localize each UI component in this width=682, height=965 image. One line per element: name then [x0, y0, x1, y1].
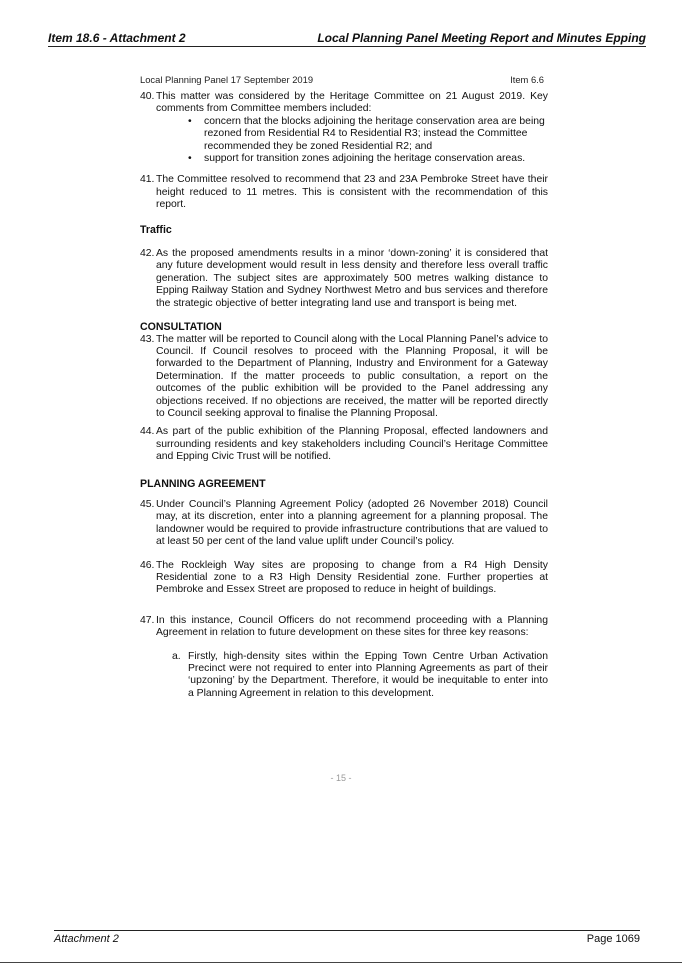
page-bottom-divider: [0, 962, 682, 963]
page-footer: [54, 930, 640, 945]
footer-page-label: Page 1069: [586, 933, 640, 945]
meta-panel-date: Local Planning Panel 17 September 2019: [140, 74, 314, 85]
paragraph-text: The matter will be reported to Council along with the Local Planning Panel’s advice to Council. If Council resolves to proceed with the Planning Proposal, it will be forwarded to the Department of Planning, Industry and Environment for a Gateway Determination. If the matter proceeds to public consultation, a report on the outcomes of the public exhibition will be provided to the Panel addressing any objections received. If no objections are received, the matter will be reported directly to Council seeking approval to finalise the Planning Proposal.: [156, 333, 548, 419]
sub-item-text: Firstly, high-density sites within the Epping Town Centre Urban Activation Precinct were not required to enter into Planning Agreements as part of their ‘upzoning’ by the Department. Therefore, it would be inequitable to enter into a Planning Agreement in relation to this development.: [188, 650, 548, 699]
list-item: [140, 153, 548, 165]
paragraph-number: 46.: [140, 559, 155, 571]
paragraph-43: [140, 334, 548, 421]
section-heading-traffic: Traffic: [140, 223, 172, 236]
paragraph-45: [140, 499, 548, 549]
paragraph-text: As the proposed amendments results in a minor ‘down-zoning’ it is considered that any future development would result in less density and therefore less overall traffic generation. The subject sites are approximately 500 metres walking distance to Epping Railway Station and Sydney Northwest Metro and bus services and therefore the strategic objective of better integrating land use and transport is being met.: [156, 248, 548, 309]
bullet-list: [140, 116, 548, 166]
sub-item-a: [140, 651, 548, 701]
paragraph-number: 47.: [140, 614, 155, 626]
paragraph-number: 42.: [140, 248, 155, 260]
paragraph-text: This matter was considered by the Heritage Committee on 21 August 2019. Key comments from Committee members included:: [156, 91, 548, 115]
section-heading-consultation: CONSULTATION: [140, 321, 222, 334]
paragraph-47: [140, 615, 548, 640]
page-header: [48, 30, 646, 47]
paragraph-40: [140, 91, 548, 116]
paragraph-text: The Rockleigh Way sites are proposing to change from a R4 High Density Residential zone to a R3 High Density Residential zone. Further properties at Pembroke and Essex Street are proposed to reduce in height of buildings.: [156, 559, 548, 596]
paragraph-number: 41.: [140, 174, 155, 186]
paragraph-42: [140, 248, 548, 310]
paragraph-number: 45.: [140, 498, 155, 510]
document-body: [140, 91, 548, 700]
paragraph-46: [140, 560, 548, 597]
paragraph-44: [140, 426, 548, 463]
page-number: - 15 -: [330, 773, 352, 783]
list-item-text: support for transition zones adjoining the heritage conservation areas.: [204, 153, 526, 165]
paragraph-text: As part of the public exhibition of the Planning Proposal, effected landowners and surrounding residents and key stakeholders including Council’s Heritage Committee and Epping Civic Trust will be notified.: [156, 426, 548, 463]
paragraph-number: 43.: [140, 333, 155, 345]
section-heading-planning-agreement: PLANNING AGREEMENT: [140, 477, 266, 490]
list-item: [140, 116, 548, 153]
meta-item-number: Item 6.6: [510, 74, 544, 85]
sub-item-letter: a.: [172, 650, 181, 662]
paragraph-number: 40.: [140, 91, 155, 102]
footer-attachment-label: Attachment 2: [54, 933, 119, 945]
header-report-title: Local Planning Panel Meeting Report and Minutes Epping: [317, 31, 646, 45]
paragraph-number: 44.: [140, 426, 155, 438]
paragraph-text: Under Council’s Planning Agreement Policy (adopted 26 November 2018) Council may, at its discretion, enter into a planning agreement for a planning proposal. The landowner would be required to provide infrastructure contributions that are valued to at least 50 per cent of the land value uplift under Council’s policy.: [156, 498, 548, 548]
bullet-icon: •: [188, 115, 192, 127]
paragraph-text: The Committee resolved to recommend that 23 and 23A Pembroke Street have their height reduced to 11 metres. This is consistent with the recommendation of this report.: [156, 174, 548, 211]
document-meta: [140, 74, 544, 85]
header-item-label: Item 18.6 - Attachment 2: [48, 31, 186, 45]
paragraph-41: [140, 174, 548, 211]
paragraph-text: In this instance, Council Officers do not recommend proceeding with a Planning Agreement in relation to future development on these sites for three key reasons:: [156, 614, 548, 639]
bullet-icon: •: [188, 153, 192, 165]
list-item-text: concern that the blocks adjoining the heritage conservation area are being rezoned from Residential R4 to Residential R3; instead the Committee recommended they be zoned Residential R2; and: [204, 115, 545, 152]
